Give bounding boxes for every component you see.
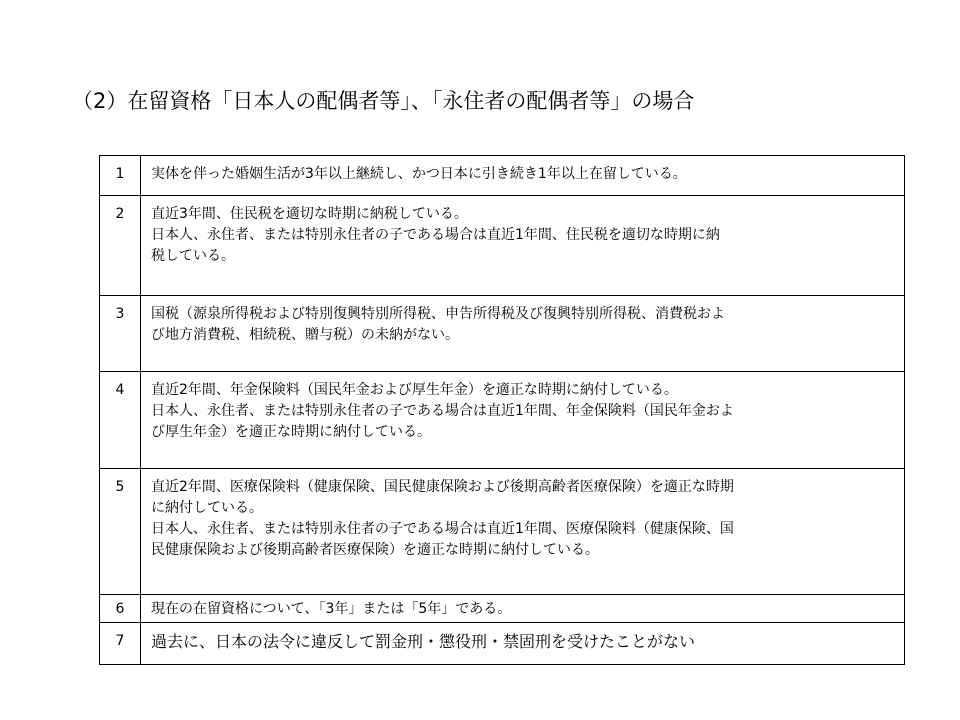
table-row xyxy=(100,469,905,595)
text-line: 日本人、永住者、または特別永住者の子である場合は直近1年間、年金保険料（国民年金およ xyxy=(151,403,734,419)
text-line: び厚生年金）を適正な時期に納付している。 xyxy=(151,424,431,440)
table-row xyxy=(100,623,905,665)
row-number: 5 xyxy=(100,469,141,595)
text-line: 日本人、永住者、または特別永住者の子である場合は直近1年間、医療保険料（健康保険、国 xyxy=(151,521,734,537)
table-row xyxy=(100,156,905,196)
row-text xyxy=(141,595,905,623)
text-line: 国税（源泉所得税および特別復興特別所得税、申告所得税及び復興特別所得税、消費税およ xyxy=(151,306,725,322)
table-row xyxy=(100,595,905,623)
row-text xyxy=(141,469,905,595)
row-text xyxy=(141,623,905,665)
text-line: に納付している。 xyxy=(151,500,263,516)
text-line: 現在の在留資格について、「3年」または「5年」である。 xyxy=(151,601,512,617)
row-text xyxy=(141,296,905,372)
text-line: 過去に、日本の法令に違反して罰金刑・懲役刑・禁固刑を受けたことがない xyxy=(151,632,696,651)
row-number: 4 xyxy=(100,372,141,469)
text-line: 実体を伴った婚姻生活が3年以上継続し、かつ日本に引き続き1年以上在留している。 xyxy=(151,166,687,182)
text-line: 民健康保険および後期高齢者医療保険）を適正な時期に納付している。 xyxy=(151,542,599,558)
text-line: 直近3年間、住民税を適切な時期に納税している。 xyxy=(151,206,468,222)
row-number: 6 xyxy=(100,595,141,623)
table-row xyxy=(100,296,905,372)
text-line: 直近2年間、年金保険料（国民年金および厚生年金）を適正な時期に納付している。 xyxy=(151,382,678,398)
table-row xyxy=(100,372,905,469)
row-number: 1 xyxy=(100,156,141,196)
row-text xyxy=(141,372,905,469)
slide-title: （2）在留資格「日本人の配偶者等」、「永住者の配偶者等」の場合 xyxy=(72,89,695,113)
text-line: 直近2年間、医療保険料（健康保険、国民健康保険および後期高齢者医療保険）を適正な時期 xyxy=(151,479,734,495)
text-line: 税している。 xyxy=(151,248,235,264)
row-text xyxy=(141,196,905,296)
row-number: 2 xyxy=(100,196,141,296)
row-text xyxy=(141,156,905,196)
row-number: 3 xyxy=(100,296,141,372)
table-row xyxy=(100,196,905,296)
text-line: 日本人、永住者、または特別永住者の子である場合は直近1年間、住民税を適切な時期に納 xyxy=(151,227,720,243)
row-number: 7 xyxy=(100,623,141,665)
requirements-table xyxy=(99,155,905,665)
text-line: び地方消費税、相続税、贈与税）の未納がない。 xyxy=(151,327,459,343)
